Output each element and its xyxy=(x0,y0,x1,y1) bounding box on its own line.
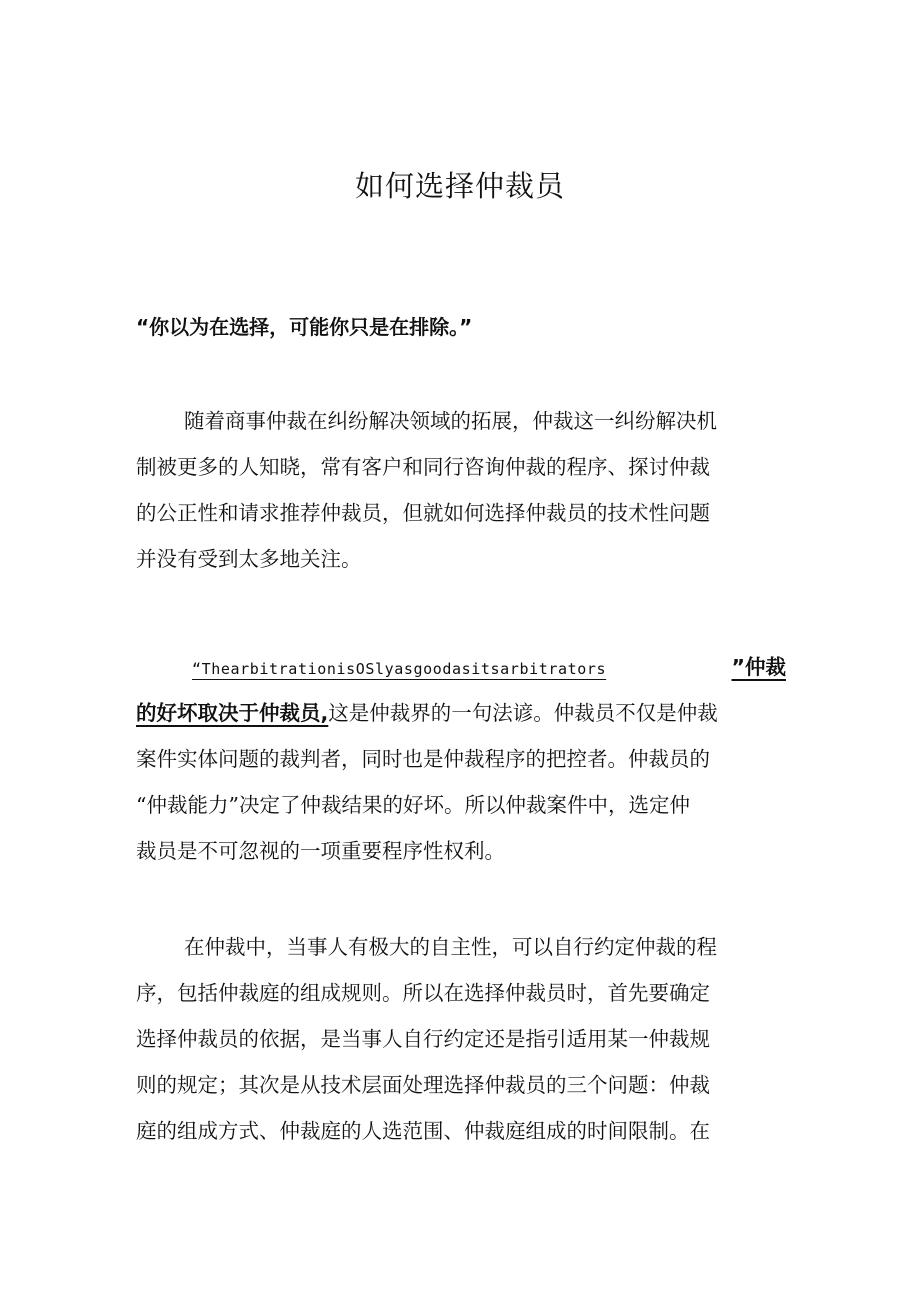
paragraph-1 xyxy=(136,398,786,582)
lead-quote: “你以为在选择，可能你只是在排除。” xyxy=(136,315,473,339)
paragraph-2-first-line xyxy=(136,644,786,690)
paragraph-3-line: 庭的组成方式、仲裁庭的人选范围、仲裁庭组成的时间限制。在 xyxy=(136,1119,710,1143)
paragraph-2-line: 裁员是不可忽视的一项重要程序性权利。 xyxy=(136,839,505,863)
paragraph-2-line-rest: 这是仲裁界的一句法谚。仲裁员不仅是仲裁 xyxy=(328,701,718,725)
paragraph-3-line: 在仲裁中，当事人有极大的自主性，可以自行约定仲裁的程 xyxy=(184,935,717,959)
paragraph-2 xyxy=(136,644,786,874)
maxim-translation-start: ”仲裁 xyxy=(731,655,786,679)
paragraph-3-line: 序，包括仲裁庭的组成规则。所以在选择仲裁员时，首先要确定 xyxy=(136,981,710,1005)
paragraph-2-line: “仲裁能力”决定了仲裁结果的好坏。所以仲裁案件中，选定仲 xyxy=(136,793,690,817)
paragraph-3 xyxy=(136,924,786,1154)
document-title: 如何选择仲裁员 xyxy=(354,169,565,203)
paragraph-1-line: 的公正性和请求推荐仲裁员，但就如何选择仲裁员的技术性问题 xyxy=(136,501,710,525)
english-maxim: “ThearbitrationisOSlyasgoodasitsarbitrators xyxy=(192,660,607,678)
maxim-translation-end: 的好坏取决于仲裁员, xyxy=(136,701,329,725)
paragraph-1-line: 并没有受到太多地关注。 xyxy=(136,547,362,571)
paragraph-1-line: 制被更多的人知晓，常有客户和同行咨询仲裁的程序、探讨仲裁 xyxy=(136,455,710,479)
paragraph-3-line: 选择仲裁员的依据，是当事人自行约定还是指引适用某一仲裁规 xyxy=(136,1027,710,1051)
paragraph-3-line: 则的规定；其次是从技术层面处理选择仲裁员的三个问题：仲裁 xyxy=(136,1073,710,1097)
paragraph-2-line: 案件实体问题的裁判者，同时也是仲裁程序的把控者。仲裁员的 xyxy=(136,747,710,771)
paragraph-2-line xyxy=(136,690,786,736)
paragraph-1-line: 随着商事仲裁在纠纷解决领域的拓展，仲裁这一纠纷解决机 xyxy=(184,409,717,433)
